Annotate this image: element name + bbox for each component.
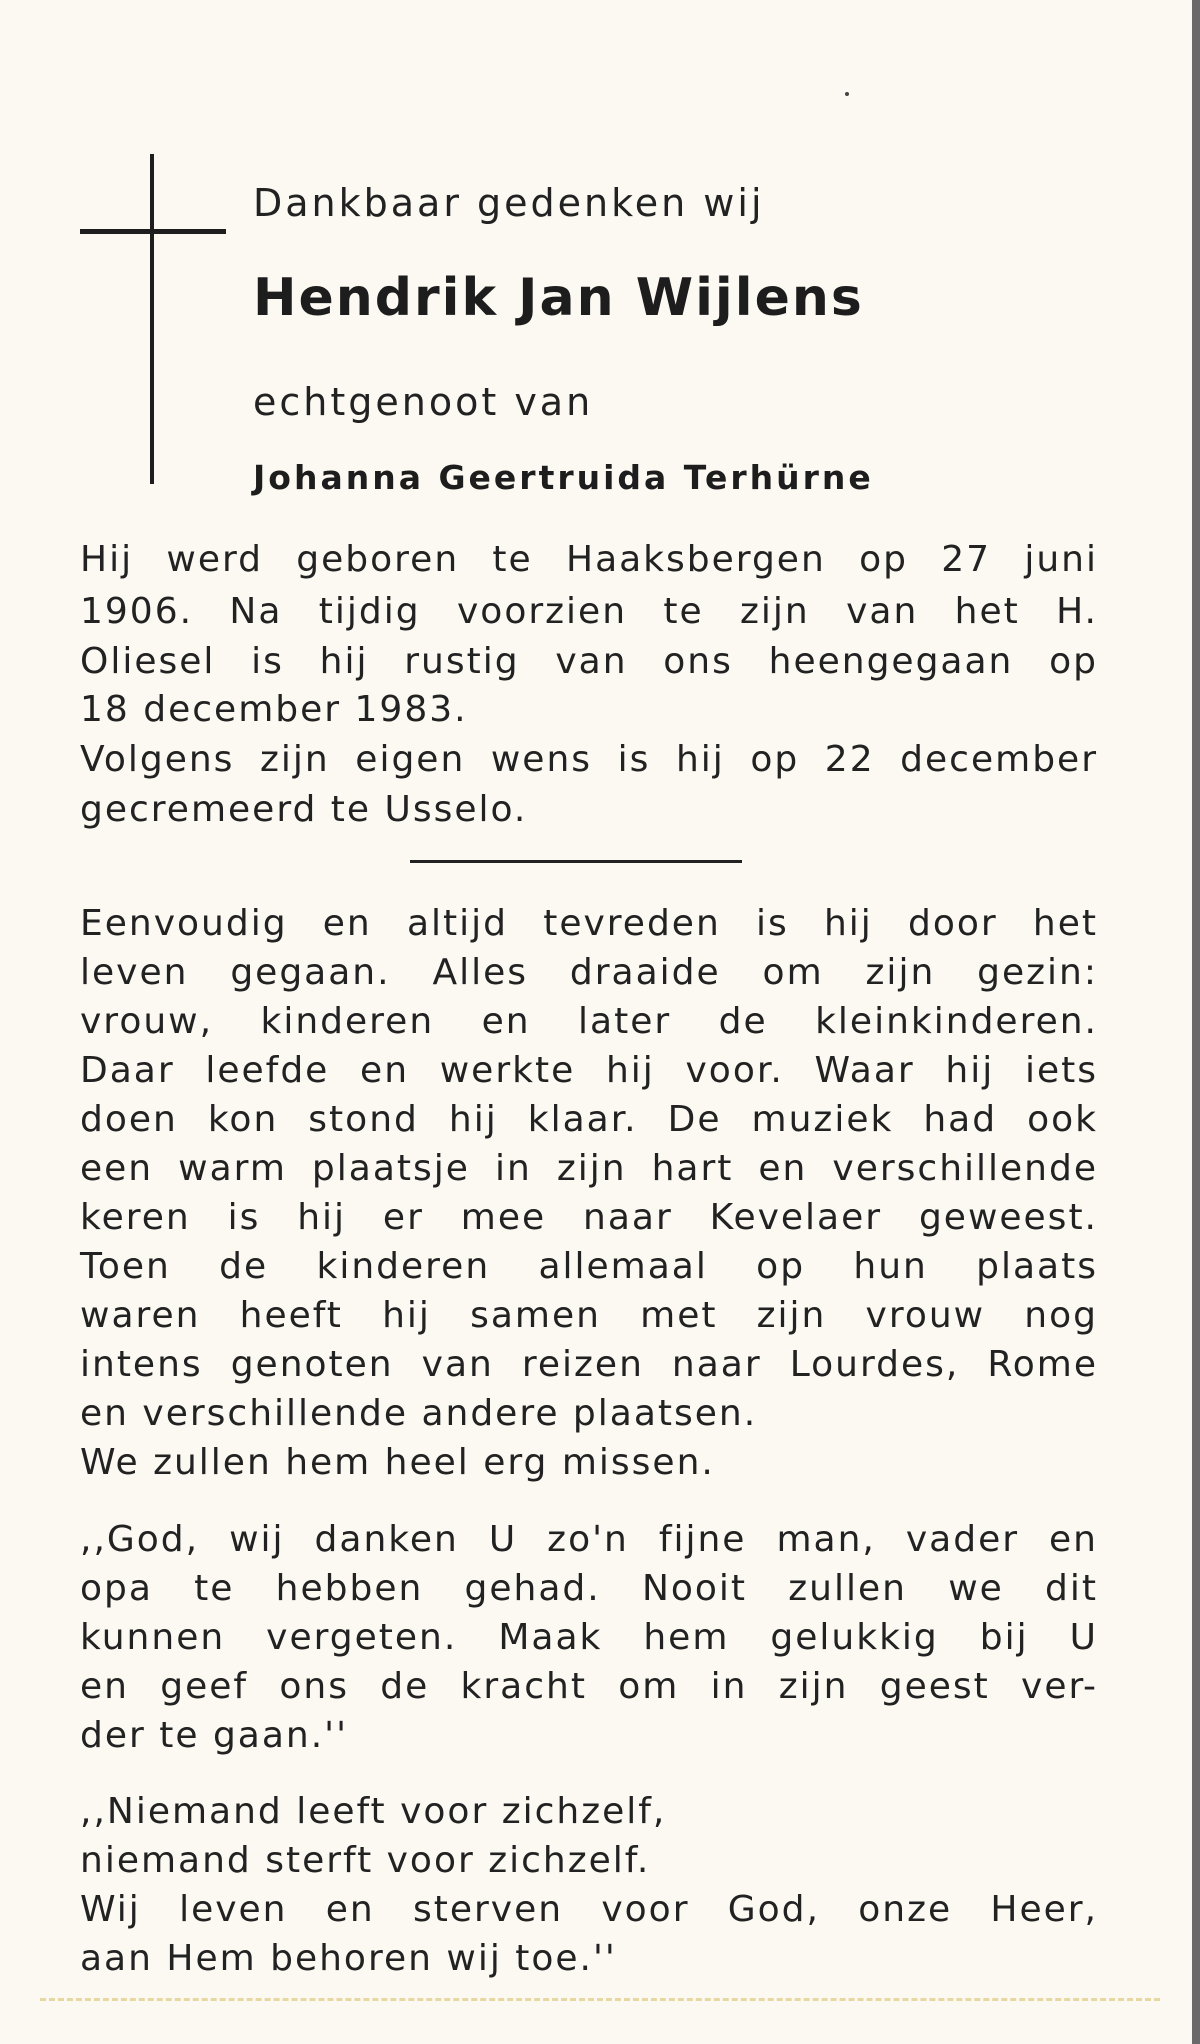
verse-line: Wij leven en sterven voor God, onze Heer, [80, 1889, 1098, 1930]
cross-vertical-bar [150, 154, 154, 484]
prayer-line: en geef ons de kracht om in zijn geest ver- [80, 1666, 1098, 1707]
print-speck [845, 92, 849, 96]
tribute-line: leven gegaan. Alles draaide om zijn gezin: [80, 952, 1098, 993]
verse-line: aan Hem behoren wij toe.'' [80, 1938, 617, 1979]
relation-text: echtgenoot van [253, 380, 594, 424]
deceased-name: Hendrik Jan Wijlens [253, 268, 864, 328]
biography-line: 18 december 1983. [80, 689, 468, 730]
intro-text: Dankbaar gedenken wij [253, 181, 765, 225]
spouse-name: Johanna Geertruida Terhürne [253, 458, 874, 497]
prayer-line: ,,God, wij danken U zo'n fijne man, vader en [80, 1519, 1098, 1560]
tribute-line: We zullen hem heel erg missen. [80, 1442, 715, 1483]
tribute-line: een warm plaatsje in zijn hart en verschillende [80, 1148, 1098, 1189]
tribute-line: en verschillende andere plaatsen. [80, 1393, 758, 1434]
prayer-line: der te gaan.'' [80, 1715, 348, 1756]
section-divider [410, 860, 742, 863]
prayer-line: kunnen vergeten. Maak hem gelukkig bij U [80, 1617, 1098, 1658]
tribute-line: doen kon stond hij klaar. De muziek had ook [80, 1099, 1098, 1140]
verse-line: niemand sterft voor zichzelf. [80, 1840, 651, 1881]
tribute-line: waren heeft hij samen met zijn vrouw nog [80, 1295, 1098, 1336]
biography-line: 1906. Na tijdig voorzien te zijn van het H. [80, 591, 1098, 632]
tribute-line: Daar leefde en werkte hij voor. Waar hij iets [80, 1050, 1098, 1091]
tribute-line: vrouw, kinderen en later de kleinkinderen. [80, 1001, 1098, 1042]
tribute-line: intens genoten van reizen naar Lourdes, Rome [80, 1344, 1098, 1385]
prayer-line: opa te hebben gehad. Nooit zullen we dit [80, 1568, 1098, 1609]
biography-line: Hij werd geboren te Haaksbergen op 27 juni [80, 539, 1098, 580]
tribute-line: Eenvoudig en altijd tevreden is hij door het [80, 903, 1098, 944]
scan-edge [1192, 0, 1200, 2044]
tribute-line: keren is hij er mee naar Kevelaer geweest. [80, 1197, 1098, 1238]
biography-line: Oliesel is hij rustig van ons heengegaan op [80, 641, 1098, 682]
card-bottom-edge [40, 1998, 1160, 2001]
biography-line: Volgens zijn eigen wens is hij op 22 december [80, 739, 1098, 780]
verse-line: ,,Niemand leeft voor zichzelf, [80, 1791, 667, 1832]
cross-horizontal-bar [80, 229, 226, 234]
biography-line: gecremeerd te Usselo. [80, 789, 528, 830]
tribute-line: Toen de kinderen allemaal op hun plaats [80, 1246, 1098, 1287]
